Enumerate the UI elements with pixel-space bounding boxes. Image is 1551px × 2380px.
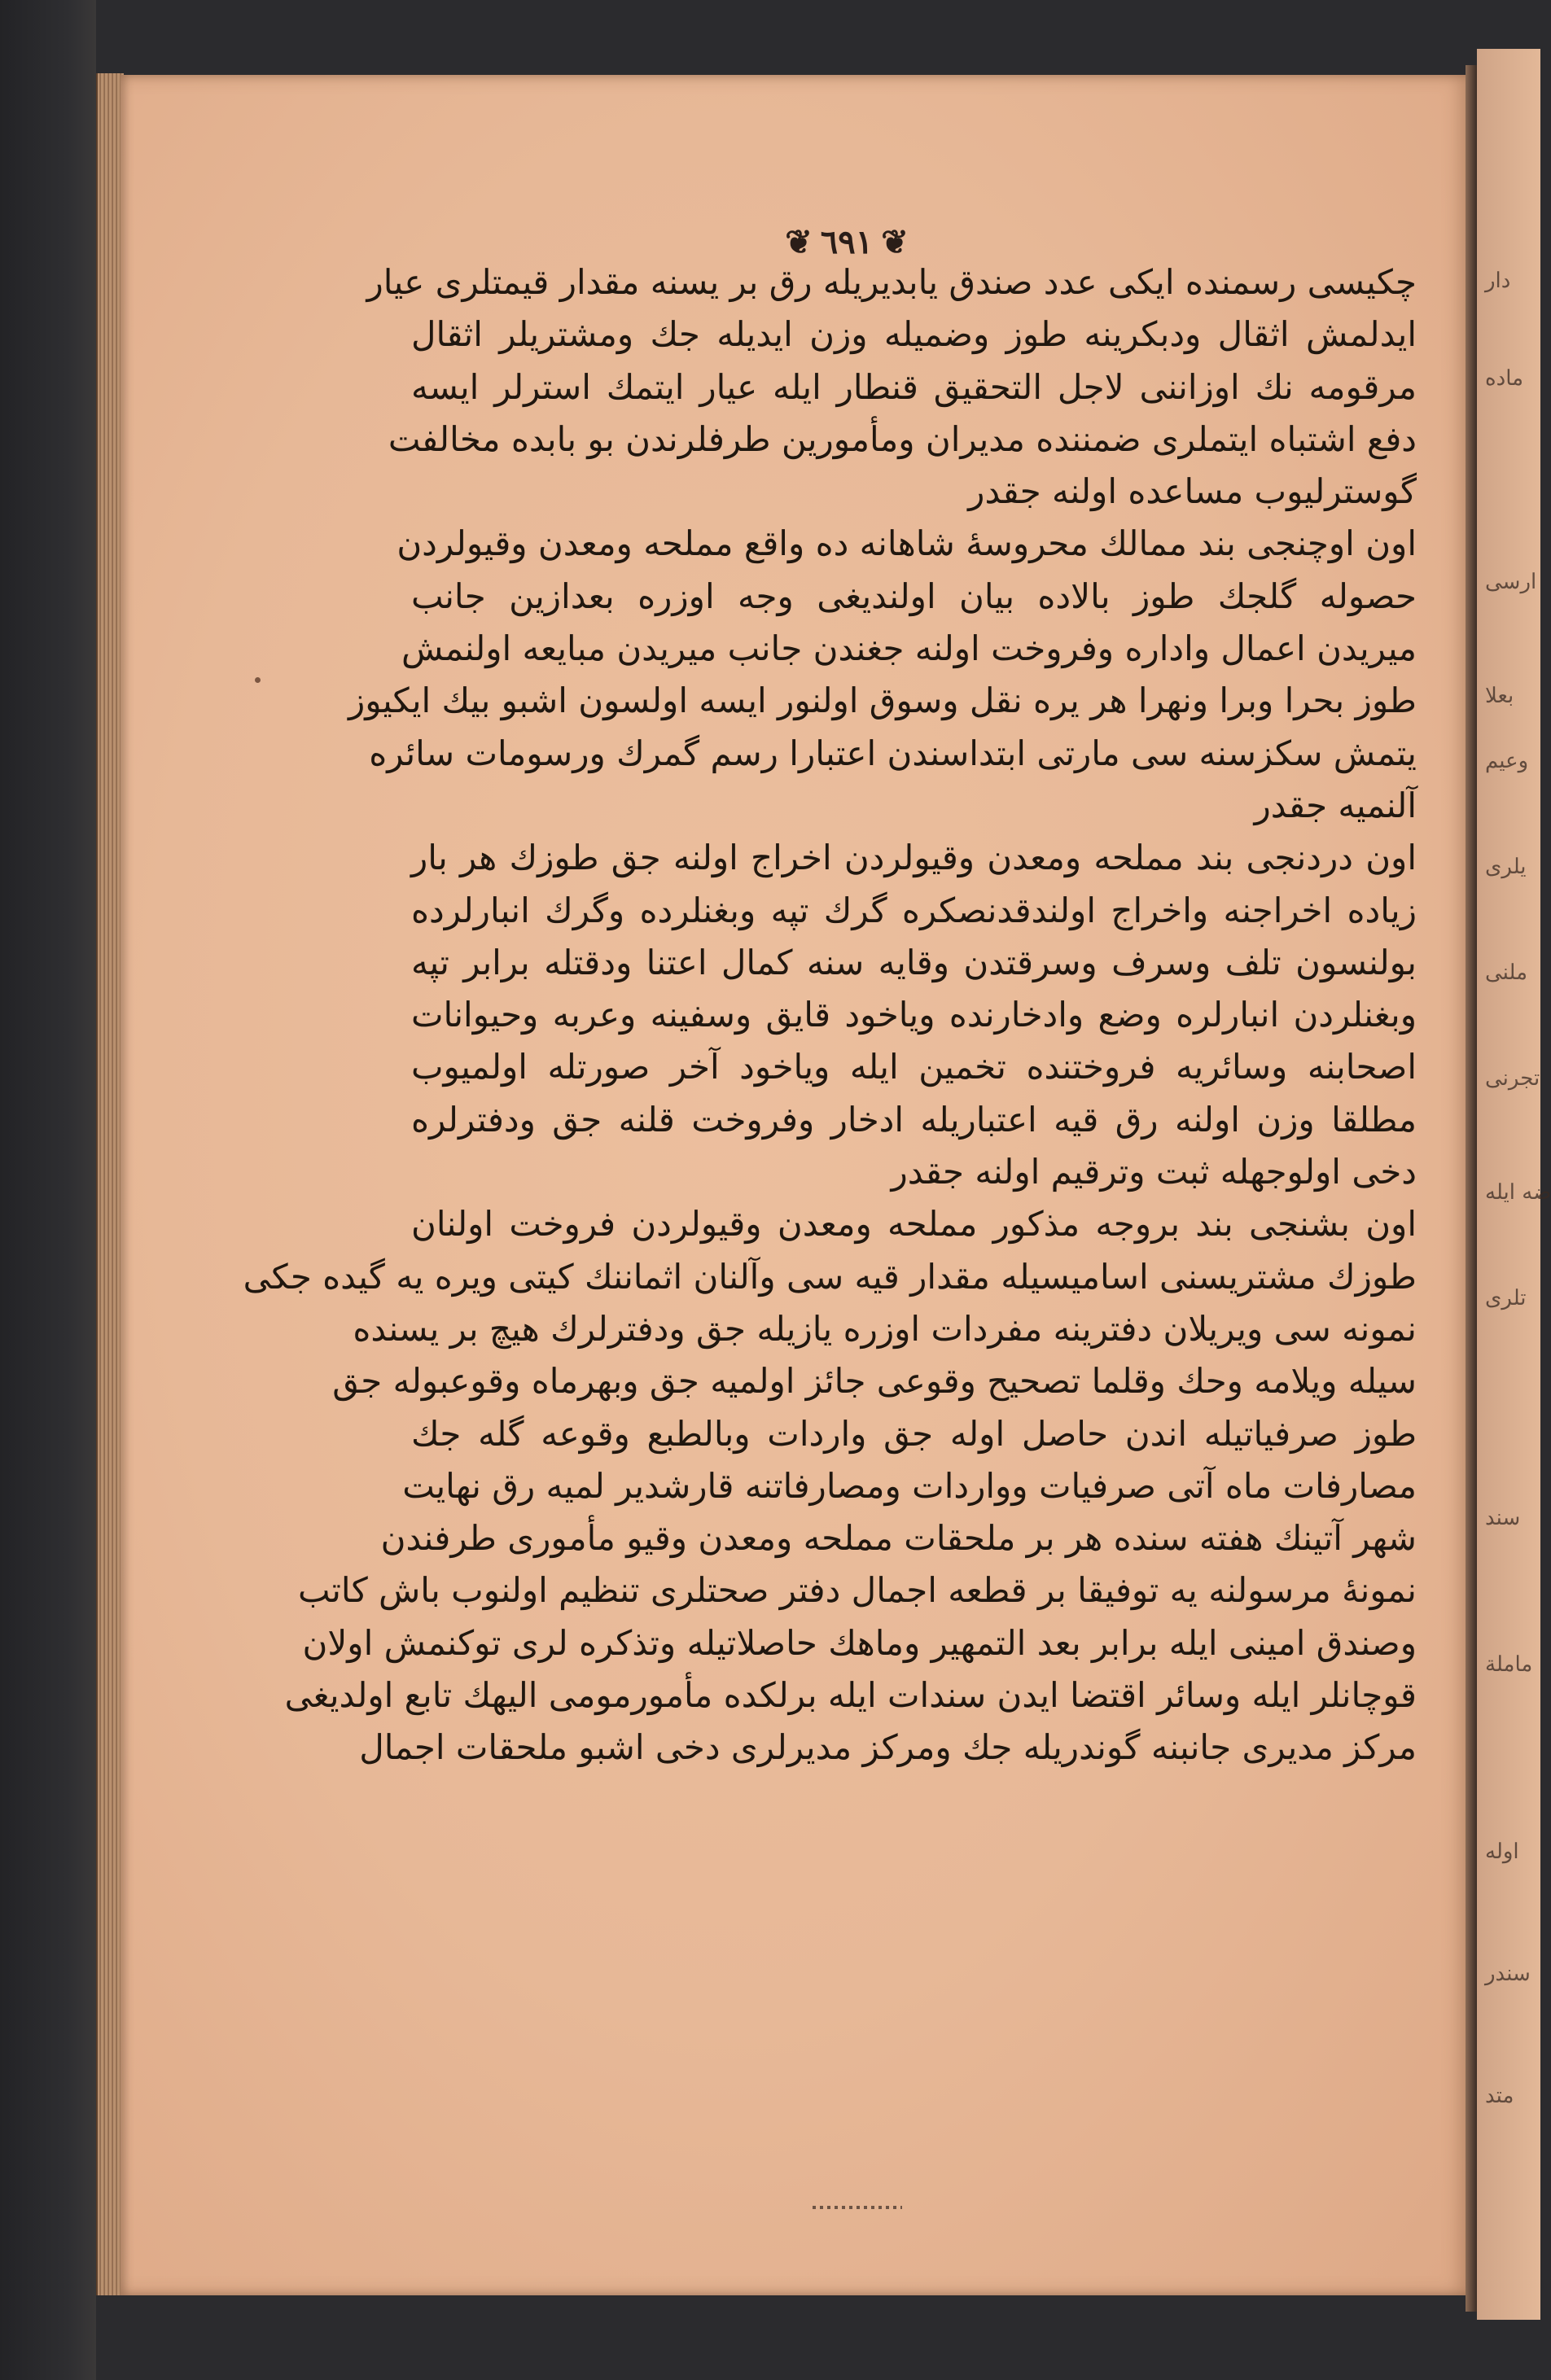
bottom-rule	[813, 2206, 902, 2209]
book-gutter	[1466, 65, 1477, 2312]
text-line: ميريدن اعمال واداره وفروخت اولنه جغندن جانب ميريدن مبايعه اولنمش	[401, 628, 1417, 669]
page-stack-edges	[96, 73, 124, 2295]
text-line: حصوله گلجك طوز بالاده بيان اولنديغى وجه اوزره بعدازين جانب	[411, 575, 1417, 616]
text-line: مركز مديرى جانبنه گوندريله جك ومركز مديرلرى دخى اشبو ملحقات اجمال	[359, 1727, 1417, 1768]
text-line: طوز صرفياتيله اندن حاصل اوله جق واردات وبالطبع وقوعه گله جك	[411, 1413, 1417, 1454]
facing-page-fragment: سندر	[1485, 1962, 1531, 1986]
facing-page-fragment: ماملة	[1485, 1652, 1533, 1677]
text-line: وصندق امينى ايله برابر بعد التمهير وماهك حاصلاتيله وتذكره لرى توكنمش اولان	[302, 1622, 1417, 1663]
text-line: قوچانلر ايله وسائر اقتضا ايدن سندات ايله برلكده مأمورمومى اليهك تابع اولديغى	[284, 1675, 1417, 1716]
margin-mark	[255, 677, 261, 683]
text-line: زياده اخراجنه واخراج اولندقدنصكره گرك تپه وبغنلرده وگرك انبارلرده	[411, 890, 1417, 930]
text-line: طوزك مشتريسنى اساميسيله مقدار قيه سى وآلنان اثماننك كيتى ويره يه گيده جكى	[243, 1256, 1417, 1297]
facing-page-fragment: دار	[1485, 269, 1511, 293]
text-line: نمونهٔ مرسولنه يه توفيقا بر قطعه اجمال دفتر صحتلرى تنظيم اولنوب باش كاتب	[297, 1570, 1417, 1611]
text-line: بولنسون تلف وسرف وسرقتدن وقايه سنه كمال اعتنا ودقتله برابر تپه	[411, 942, 1417, 982]
text-line: چكيسى رسمنده ايكى عدد صندق يابديريله رق بر يسنه مقدار قيمتلرى عيار	[366, 262, 1417, 302]
text-line: اصحابنه وسائريه فروختنده تخمين ايله وياخود آخر صورتله اولميوب	[411, 1047, 1417, 1087]
text-line: مصارفات ماه آتى صرفيات وواردات ومصارفاتنه قارشدير لميه رق نهايت	[402, 1465, 1417, 1506]
facing-page-fragment: بعلا	[1485, 684, 1514, 708]
facing-page-fragment: تجرنى	[1485, 1066, 1540, 1091]
text-line: دفع اشتباه ايتملرى ضمننده مديران ومأمورين طرفلرندن بو بابده مخالفت	[388, 418, 1417, 459]
text-line: گوسترليوب مساعده اولنه جقدر	[968, 471, 1417, 512]
facing-page-fragment: ارسى	[1485, 570, 1537, 594]
text-line: مرقومه نك اوزاننى لاجل التحقيق قنطار ايله عيار ايتمك استرلر ايسه	[411, 366, 1417, 407]
text-line: طوز بحرا وبرا ونهرا هر يره نقل وسوق اولنور ايسه اولسون اشبو بيك ايكيوز	[348, 680, 1417, 721]
facing-page-fragment: وعيم	[1485, 749, 1529, 773]
facing-page-fragment: متد	[1485, 2084, 1514, 2108]
ornament-left-icon: ❦	[785, 222, 813, 261]
facing-page-fragment: ماده	[1485, 366, 1524, 391]
facing-page-fragment: ملنى	[1485, 960, 1528, 985]
text-line: اون بشنجى بند بروجه مذكور مملحه ومعدن وقيولردن فروخت اولنان	[411, 1204, 1417, 1245]
text-line: سيله ويلامه وحك وقلما تصحيح وقوعى جائز اولميه جق وبهرماه وقوعبوله جق	[332, 1361, 1417, 1402]
text-line: شهر آتينك هفته سنده هر بر ملحقات مملحه ومعدن وقيو مأمورى طرفندن	[380, 1518, 1417, 1559]
text-line: وبغنلردن انبارلره وضع وادخارنده وياخود قايق وسفينه وعربه وحيوانات	[411, 995, 1417, 1035]
scanner-background	[0, 0, 96, 2380]
facing-page-fragment: سند	[1485, 1506, 1521, 1530]
text-line: دخى اولوجهله ثبت وترقيم اولنه جقدر	[891, 1152, 1417, 1192]
text-line: اون دردنجى بند مملحه ومعدن وقيولردن اخراج اولنه جق طوزك هر بار	[411, 838, 1417, 878]
facing-page-fragment: ضه ايله	[1485, 1180, 1551, 1205]
facing-page-fragment: يلرى	[1485, 855, 1527, 879]
text-line: ايدلمش اثقال ودبكرينه طوز وضميله وزن ايديله جك ومشتريلر اثقال	[411, 314, 1417, 355]
text-line: مطلقا وزن اولنه رق قيه اعتباريله ادخار وفروخت قلنه جق ودفترلره	[411, 1099, 1417, 1140]
facing-page-fragment: اوله	[1485, 1840, 1519, 1864]
facing-page-edge	[1477, 49, 1551, 2320]
text-line: اون اوچنجى بند ممالك محروسهٔ شاهانه ده واقع مملحه ومعدن وقيولردن	[397, 523, 1417, 564]
text-line: نمونه سى ويريلان دفترينه مفردات اوزره يازيله جق ودفترلرك هيچ بر يسنده	[353, 1308, 1417, 1349]
page-number: ٦٩١	[820, 222, 874, 261]
ornament-right-icon: ❦	[881, 222, 909, 261]
body-text	[243, 256, 1417, 1774]
facing-page-fragment: تلرى	[1485, 1286, 1527, 1310]
text-line: يتمش سكزسنه سى مارتى ابتداسندن اعتبارا رسم گمرك ورسومات سائره	[369, 733, 1417, 773]
text-line: آلنميه جقدر	[1254, 785, 1417, 825]
